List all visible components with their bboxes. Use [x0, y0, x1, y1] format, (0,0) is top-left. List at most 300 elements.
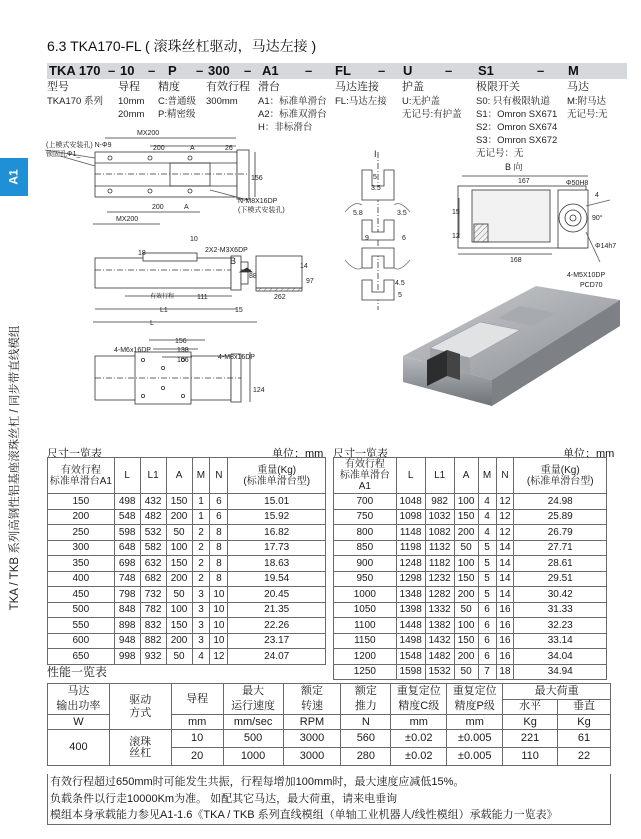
- dim-sec-3-5b: 3.5: [397, 210, 407, 217]
- table-row: [48, 540, 326, 556]
- table-cell: 100: [454, 618, 478, 634]
- table-cell: 5: [478, 540, 496, 556]
- table-row: [334, 633, 607, 649]
- table-cell: 14: [496, 571, 514, 587]
- side-view: [93, 253, 302, 322]
- table-cell: 50: [166, 587, 192, 603]
- dim-table-left: [47, 457, 326, 665]
- dim-a-bottom: A: [184, 204, 189, 211]
- table-cell: 30.42: [514, 587, 607, 603]
- col-a: A: [454, 458, 478, 494]
- perf-cell: 560: [341, 730, 391, 748]
- col-stroke: 有效行程 标准单滑台A1: [48, 458, 115, 494]
- table-cell: 16.82: [228, 525, 326, 541]
- table-cell: 19.54: [228, 571, 326, 587]
- dim-sec-5b: 5: [398, 292, 402, 299]
- dim-200-bottom: 200: [152, 204, 164, 211]
- dim-mx200-bottom: MX200: [116, 216, 139, 223]
- table-cell: 150: [166, 494, 192, 510]
- col-weight: 重量(Kg) (标准单滑台型): [228, 458, 326, 494]
- table-cell: 1032: [425, 509, 454, 525]
- dim-n-m8: N-M8X16DP: [238, 198, 278, 205]
- table-cell: 1182: [425, 556, 454, 572]
- dim-sec-9: 9: [365, 235, 369, 242]
- perf-unit-mm-c: mm: [391, 715, 447, 730]
- table-cell: 4: [478, 494, 496, 510]
- table-row: [48, 525, 326, 541]
- table-cell: 17.73: [228, 540, 326, 556]
- side-label: TKA / TKB 系列高钢性铝基座滚珠丝杠 / 同步带直线模组: [9, 325, 21, 611]
- table-cell: 1050: [334, 602, 397, 618]
- caption-motor-conn: 马达连接: [335, 81, 379, 93]
- table-cell: 50: [454, 540, 478, 556]
- table-cell: 1098: [396, 509, 425, 525]
- table-cell: 548: [114, 509, 140, 525]
- table-cell: 34.04: [514, 649, 607, 665]
- table-cell: 1532: [425, 664, 454, 680]
- perf-cell: ±0.005: [447, 748, 503, 766]
- table-cell: 500: [48, 602, 115, 618]
- table-cell: 1200: [334, 649, 397, 665]
- table-row: [48, 649, 326, 665]
- table-row: [334, 556, 607, 572]
- perf-unit-kg-v: Kg: [558, 715, 611, 730]
- table-cell: 450: [48, 587, 115, 603]
- section-title: I: [374, 149, 377, 159]
- perf-unit-n: N: [341, 715, 391, 730]
- dim-table-title-right: 尺寸一览表: [333, 448, 388, 460]
- dim-b: B: [230, 256, 237, 266]
- table-cell: 2: [192, 540, 210, 556]
- table-row: [334, 509, 607, 525]
- dim-sec-6: 6: [402, 235, 406, 242]
- table-cell: 50: [454, 602, 478, 618]
- table-cell: 31.33: [514, 602, 607, 618]
- col-m: M: [478, 458, 496, 494]
- perf-table-title: 性能一览表: [47, 665, 108, 679]
- dim-26: 26: [225, 145, 233, 152]
- model-code-conn: FL: [335, 63, 351, 78]
- table-cell: 200: [454, 649, 478, 665]
- table-cell: 150: [166, 618, 192, 634]
- table-cell: 482: [140, 509, 166, 525]
- table-cell: 1232: [425, 571, 454, 587]
- table-cell: 200: [166, 509, 192, 525]
- dim-sec-3-5: 3.5: [371, 185, 381, 192]
- model-code-series: TKA 170: [49, 63, 101, 78]
- perf-cell: 1000: [223, 748, 283, 766]
- table-row: [48, 556, 326, 572]
- note-line: 模组本身承载能力参见A1-1.6《TKA / TKB 系列直线模组（单轴工业机器人/线性模组）承载能力一览表》: [50, 809, 558, 821]
- dim-mx200-top: MX200: [137, 130, 160, 137]
- page-title: 6.3 TKA170-FL ( 滚珠丝杠驱动，马达左接 ): [47, 38, 317, 54]
- table-cell: 950: [334, 571, 397, 587]
- table-cell: 50: [166, 525, 192, 541]
- table-cell: 16: [496, 649, 514, 665]
- table-cell: 15.92: [228, 509, 326, 525]
- model-sep: –: [445, 63, 453, 78]
- perf-cell: 500: [223, 730, 283, 748]
- col-n: N: [496, 458, 514, 494]
- option-motor-m: M:附马达: [567, 96, 607, 107]
- table-cell: 1282: [425, 587, 454, 603]
- option-slide-h: H：非标滑台: [258, 122, 313, 133]
- dim-phi14: Φ14h7: [595, 243, 617, 250]
- perf-col-horizontal: 水平: [503, 699, 558, 715]
- table-cell: 10: [210, 587, 228, 603]
- option-cover-none: 无记号:有护盖: [402, 109, 462, 120]
- table-cell: 550: [48, 618, 115, 634]
- option-switch-none: 无记号：无: [476, 148, 524, 159]
- table-cell: 932: [140, 649, 166, 665]
- table-cell: 2: [192, 571, 210, 587]
- section-tab: A1: [0, 158, 28, 196]
- end-view: [458, 176, 610, 262]
- model-code-cover: U: [403, 63, 413, 78]
- table-cell: 982: [425, 494, 454, 510]
- table-row: [48, 494, 326, 510]
- perf-cell: 20: [171, 748, 223, 766]
- dim-97: 97: [306, 278, 314, 285]
- table-cell: 50: [454, 664, 478, 680]
- perf-cell: 280: [341, 748, 391, 766]
- table-row: [334, 494, 607, 510]
- table-cell: 1250: [334, 664, 397, 680]
- option-switch-s0: S0: 只有极限轨道: [476, 96, 550, 107]
- perf-col-lead: 导程: [171, 684, 223, 715]
- table-cell: 22.26: [228, 618, 326, 634]
- perf-cell: 3000: [283, 748, 341, 766]
- model-code-slide: A1: [262, 63, 279, 78]
- table-cell: 14: [496, 556, 514, 572]
- table-cell: 4: [478, 509, 496, 525]
- table-cell: 1398: [396, 602, 425, 618]
- dim-sec-5-8: 5.8: [353, 210, 363, 217]
- table-cell: 18: [496, 664, 514, 680]
- perf-col-power: 马达 输出功率: [48, 684, 110, 715]
- table-cell: 7: [478, 664, 496, 680]
- product-3d-image: [403, 286, 620, 406]
- table-cell: 350: [48, 556, 115, 572]
- table-cell: 27.71: [514, 540, 607, 556]
- table-cell: 948: [114, 633, 140, 649]
- perf-unit-kg-h: Kg: [503, 715, 558, 730]
- table-cell: 600: [48, 633, 115, 649]
- col-m: M: [192, 458, 210, 494]
- table-cell: 6: [478, 633, 496, 649]
- table-cell: 12: [496, 525, 514, 541]
- table-cell: 25.89: [514, 509, 607, 525]
- table-cell: 150: [454, 571, 478, 587]
- caption-model: 型号: [47, 81, 69, 93]
- table-cell: 150: [454, 633, 478, 649]
- table-cell: 1198: [396, 540, 425, 556]
- table-cell: 3: [192, 602, 210, 618]
- table-cell: 32.23: [514, 618, 607, 634]
- model-code-lead: 10: [120, 63, 135, 78]
- option-series: TKA170 系列: [47, 96, 103, 107]
- dim-n-m8-note: (下模式安装孔): [238, 207, 285, 214]
- table-cell: 12: [496, 509, 514, 525]
- perf-cell: 22: [558, 748, 611, 766]
- table-row: [48, 602, 326, 618]
- table-cell: 882: [140, 633, 166, 649]
- table-row: [334, 571, 607, 587]
- dim-156-slide: 156: [175, 338, 187, 345]
- table-cell: 50: [166, 649, 192, 665]
- option-motor-conn: FL:马达左接: [335, 96, 387, 107]
- table-cell: 33.14: [514, 633, 607, 649]
- col-l: L: [396, 458, 425, 494]
- col-weight: 重量(Kg) (标准单滑台型): [514, 458, 607, 494]
- table-cell: 1: [192, 494, 210, 510]
- table-cell: 1082: [425, 525, 454, 541]
- table-cell: 5: [478, 571, 496, 587]
- model-code-stroke: 300: [208, 63, 230, 78]
- perf-col-drive: 驱动 方式: [109, 684, 171, 730]
- table-cell: 4: [478, 525, 496, 541]
- perf-cell: 61: [558, 730, 611, 748]
- table-cell: 10: [210, 633, 228, 649]
- dim-111: 111: [197, 294, 208, 301]
- table-cell: 16: [496, 618, 514, 634]
- dim-106: 106: [177, 357, 189, 364]
- dim-4: 4: [595, 192, 599, 199]
- perf-cell: 110: [503, 748, 558, 766]
- table-cell: 8: [210, 540, 228, 556]
- col-a: A: [166, 458, 192, 494]
- option-lead-10: 10mm: [118, 96, 145, 107]
- option-switch-s3: S3：Omron SX672: [476, 135, 558, 146]
- dim-phi50: Φ50H8: [566, 180, 589, 187]
- table-cell: 300: [48, 540, 115, 556]
- table-cell: 432: [140, 494, 166, 510]
- table-cell: 12: [496, 494, 514, 510]
- table-cell: 16: [496, 633, 514, 649]
- table-cell: 28.61: [514, 556, 607, 572]
- table-row: [334, 664, 607, 680]
- table-row: [48, 509, 326, 525]
- table-cell: 18.63: [228, 556, 326, 572]
- table-row: [48, 571, 326, 587]
- option-switch-s1: S1：Omron SX671: [476, 109, 558, 120]
- table-row: [48, 587, 326, 603]
- dim-table-right: [333, 457, 607, 680]
- perf-col-repeat-c: 重复定位 精度C级: [391, 684, 447, 715]
- perf-col-speed: 最大 运行速度: [223, 684, 283, 715]
- table-row: [334, 587, 607, 603]
- model-sep: –: [305, 63, 313, 78]
- table-cell: 10: [210, 618, 228, 634]
- table-cell: 1000: [334, 587, 397, 603]
- table-cell: 848: [114, 602, 140, 618]
- table-cell: 6: [478, 649, 496, 665]
- perf-power-value: 400: [48, 730, 110, 766]
- table-cell: 1432: [425, 633, 454, 649]
- table-cell: 800: [334, 525, 397, 541]
- col-l1: L1: [425, 458, 454, 494]
- table-cell: 3: [192, 618, 210, 634]
- table-cell: 1598: [396, 664, 425, 680]
- table-cell: 15.01: [228, 494, 326, 510]
- table-cell: 12: [210, 649, 228, 665]
- option-slide-a2: A2：标准双滑台: [258, 109, 327, 120]
- table-cell: 850: [334, 540, 397, 556]
- table-cell: 5: [478, 556, 496, 572]
- dim-sec-4-5: 4.5: [395, 280, 405, 287]
- table-cell: 8: [210, 556, 228, 572]
- caption-precision: 精度: [158, 81, 180, 93]
- table-row: [334, 525, 607, 541]
- table-cell: 1348: [396, 587, 425, 603]
- perf-table: [47, 683, 611, 766]
- table-cell: 648: [114, 540, 140, 556]
- table-cell: 200: [48, 509, 115, 525]
- perf-cell: ±0.005: [447, 730, 503, 748]
- table-cell: 16: [496, 602, 514, 618]
- table-cell: 150: [48, 494, 115, 510]
- table-cell: 14: [496, 587, 514, 603]
- table-row: [48, 618, 326, 634]
- caption-lead: 导程: [118, 81, 140, 93]
- perf-notes: [47, 774, 611, 825]
- model-sep: –: [148, 63, 156, 78]
- dim-156: 156: [251, 175, 263, 182]
- table-cell: 1548: [396, 649, 425, 665]
- table-cell: 4: [192, 649, 210, 665]
- table-cell: 682: [140, 571, 166, 587]
- perf-unit-w: W: [48, 715, 110, 730]
- note-line: 负载条件以行走10000Km为准。 如配其它马达，最大荷重，请来电垂询: [50, 792, 398, 805]
- table-cell: 1298: [396, 571, 425, 587]
- table-cell: 1048: [396, 494, 425, 510]
- table-cell: 650: [48, 649, 115, 665]
- table-cell: 1: [192, 509, 210, 525]
- dim-m6: 4-M6x16DP: [114, 347, 151, 354]
- model-code-switch: S1: [478, 63, 494, 78]
- table-cell: 1132: [425, 540, 454, 556]
- option-lead-20: 20mm: [118, 109, 145, 120]
- table-cell: 1148: [396, 525, 425, 541]
- option-precision-p: P:精密级: [158, 109, 196, 120]
- dim-168: 168: [510, 257, 522, 264]
- table-cell: 732: [140, 587, 166, 603]
- table-cell: 1448: [396, 618, 425, 634]
- table-cell: 1498: [396, 633, 425, 649]
- table-cell: 2: [192, 525, 210, 541]
- dim-a-top: A: [190, 145, 195, 152]
- perf-col-load: 最大荷重: [503, 684, 611, 700]
- table-cell: 8: [210, 571, 228, 587]
- perf-cell: 3000: [283, 730, 341, 748]
- table-cell: 24.98: [514, 494, 607, 510]
- table-cell: 23.17: [228, 633, 326, 649]
- table-cell: 100: [166, 540, 192, 556]
- option-motor-none: 无记号:无: [567, 109, 608, 120]
- dim-pcd70: PCD70: [580, 282, 603, 289]
- table-row: [48, 633, 326, 649]
- table-cell: 5: [478, 587, 496, 603]
- model-sep: –: [108, 63, 116, 78]
- model-code-motor: M: [568, 63, 579, 78]
- table-cell: 3: [192, 587, 210, 603]
- dim-m8: 4-M8x16DP: [218, 354, 255, 361]
- dim-262: 262: [274, 294, 286, 301]
- perf-drive-value: 滚珠 丝杠: [109, 730, 171, 766]
- caption-switch: 极限开关: [476, 81, 520, 93]
- table-cell: 6: [478, 618, 496, 634]
- perf-cell: 10: [171, 730, 223, 748]
- dim-200-top: 200: [153, 145, 165, 152]
- dim-88: 88: [249, 273, 257, 280]
- table-cell: 6: [478, 602, 496, 618]
- table-cell: 898: [114, 618, 140, 634]
- perf-col-vertical: 垂直: [558, 699, 611, 715]
- table-cell: 6: [210, 509, 228, 525]
- caption-slide: 滑台: [258, 81, 280, 93]
- table-cell: 748: [114, 571, 140, 587]
- table-cell: 250: [48, 525, 115, 541]
- dim-18: 18: [138, 250, 146, 257]
- table-cell: 632: [140, 556, 166, 572]
- dim-note-lock: 锁固孔Φ1_: [46, 151, 81, 158]
- table-cell: 782: [140, 602, 166, 618]
- table-cell: 2: [192, 556, 210, 572]
- table-cell: 1248: [396, 556, 425, 572]
- table-cell: 750: [334, 509, 397, 525]
- option-cover-u: U:无护盖: [402, 96, 441, 107]
- perf-unit-mm-p: mm: [447, 715, 503, 730]
- table-cell: 1332: [425, 602, 454, 618]
- table-cell: 100: [454, 494, 478, 510]
- dim-15: 15: [235, 307, 243, 314]
- dim-sec-5: 5: [373, 174, 377, 181]
- note-line: 有效行程超过650mm时可能发生共振，行程每增加100mm时，最大速度应减低15%。: [50, 776, 465, 788]
- table-cell: 34.94: [514, 664, 607, 680]
- dim-m3: 2X2-M3X6DP: [205, 247, 248, 254]
- table-row: [334, 618, 607, 634]
- table-cell: 1150: [334, 633, 397, 649]
- table-cell: 150: [166, 556, 192, 572]
- table-cell: 150: [454, 509, 478, 525]
- table-cell: 698: [114, 556, 140, 572]
- table-cell: 3: [192, 633, 210, 649]
- table-row: [334, 649, 607, 665]
- table-cell: 798: [114, 587, 140, 603]
- model-sep: –: [378, 63, 386, 78]
- table-cell: 998: [114, 649, 140, 665]
- perf-col-thrust: 额定 推力: [341, 684, 391, 715]
- option-switch-s2: S2：Omron SX674: [476, 122, 558, 133]
- perf-col-repeat-p: 重复定位 精度P级: [447, 684, 503, 715]
- caption-motor: 马达: [567, 81, 589, 93]
- dim-l1: L1: [160, 307, 168, 314]
- dim-124: 124: [253, 387, 265, 394]
- table-cell: 10: [210, 602, 228, 618]
- dim-138: 138: [177, 347, 189, 354]
- dim-14: 14: [300, 263, 308, 270]
- table-cell: 100: [166, 602, 192, 618]
- col-n: N: [210, 458, 228, 494]
- dim-10: 10: [190, 236, 198, 243]
- option-stroke: 300mm: [206, 96, 238, 107]
- table-cell: 598: [114, 525, 140, 541]
- table-cell: 582: [140, 540, 166, 556]
- table-cell: 8: [210, 525, 228, 541]
- end-view-title: B 向: [505, 162, 523, 172]
- dim-table-unit-left: 单位：mm: [272, 448, 324, 460]
- model-sep: –: [244, 63, 252, 78]
